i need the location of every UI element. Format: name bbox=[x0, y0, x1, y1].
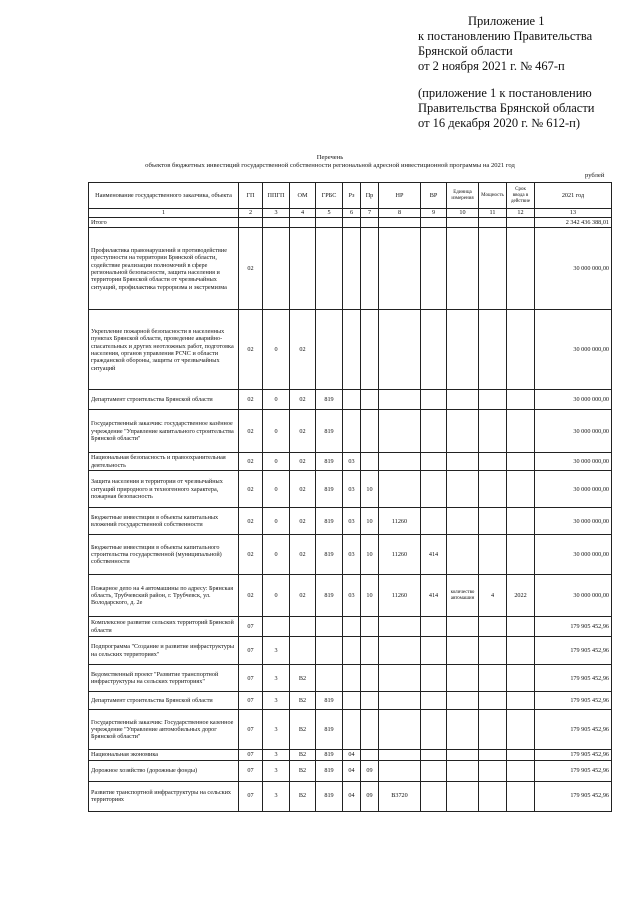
table-cell: 10 bbox=[361, 535, 379, 575]
table-cell bbox=[507, 710, 535, 750]
table-cell bbox=[507, 692, 535, 710]
appendix-title: Приложение 1 bbox=[468, 14, 545, 28]
table-cell: 819 bbox=[316, 710, 343, 750]
table-cell bbox=[479, 310, 507, 390]
col-header: ОМ bbox=[290, 183, 316, 209]
table-cell bbox=[421, 692, 447, 710]
amount-cell: 30 000 000,00 bbox=[535, 535, 612, 575]
table-cell bbox=[379, 637, 421, 665]
column-number: 1 bbox=[89, 209, 239, 218]
table-cell bbox=[507, 471, 535, 508]
object-name-cell: Укрепление пожарной безопасности в населенных пунктах Брянской области, проведение аварийно-спасательных и других неотложных работ, подготовка населения, органов управления РСЧС и области гражданской обороны, защиты от чрезвычайных ситуаций bbox=[89, 310, 239, 390]
table-cell bbox=[316, 218, 343, 228]
col-header: Единица измерения bbox=[447, 183, 479, 209]
table-cell bbox=[379, 228, 421, 310]
column-number: 6 bbox=[343, 209, 361, 218]
table-cell: 07 bbox=[239, 637, 263, 665]
table-cell: 0 bbox=[263, 535, 290, 575]
table-row bbox=[89, 310, 612, 390]
table-cell bbox=[361, 410, 379, 453]
table-cell: 03 bbox=[343, 575, 361, 617]
table-cell bbox=[421, 218, 447, 228]
appendix-header bbox=[418, 14, 628, 131]
table-cell bbox=[379, 617, 421, 637]
col-header: Мощность bbox=[479, 183, 507, 209]
object-name-cell: Государственный заказчик: государственное казённое учреждение "Управление капитального строительства Брянской области" bbox=[89, 410, 239, 453]
table-cell bbox=[379, 750, 421, 760]
table-cell bbox=[361, 750, 379, 760]
table-cell bbox=[316, 310, 343, 390]
object-name-cell: Бюджетные инвестиции в объекты капитального строительства государственной (муниципальной) собственности bbox=[89, 535, 239, 575]
title-word: Перечень bbox=[316, 154, 344, 161]
table-cell: 02 bbox=[239, 228, 263, 310]
column-number: 3 bbox=[263, 209, 290, 218]
col-header: ВР bbox=[421, 183, 447, 209]
table-cell bbox=[421, 617, 447, 637]
column-number: 4 bbox=[290, 209, 316, 218]
table-cell bbox=[343, 617, 361, 637]
table-cell: В2 bbox=[290, 692, 316, 710]
table-cell bbox=[479, 637, 507, 665]
col-header: ППГП bbox=[263, 183, 290, 209]
table-cell: 819 bbox=[316, 471, 343, 508]
amount-cell: 179 905 452,96 bbox=[535, 617, 612, 637]
table-cell: 07 bbox=[239, 665, 263, 692]
table-cell: 0 bbox=[263, 508, 290, 535]
unit-cell bbox=[447, 218, 479, 228]
table-cell bbox=[507, 218, 535, 228]
table-cell: 02 bbox=[239, 508, 263, 535]
table-cell bbox=[507, 390, 535, 410]
table-cell: 09 bbox=[361, 760, 379, 781]
table-cell bbox=[479, 508, 507, 535]
table-cell bbox=[507, 750, 535, 760]
unit-cell bbox=[447, 781, 479, 811]
appendix-ref-line: Правительства Брянской области bbox=[418, 101, 595, 115]
investment-table bbox=[88, 182, 612, 812]
table-cell bbox=[479, 471, 507, 508]
unit-cell bbox=[447, 692, 479, 710]
table-cell bbox=[479, 410, 507, 453]
table-cell bbox=[421, 310, 447, 390]
table-cell bbox=[507, 617, 535, 637]
table-cell: В2 bbox=[290, 760, 316, 781]
column-number: 2 bbox=[239, 209, 263, 218]
table-row bbox=[89, 575, 612, 617]
table-cell bbox=[343, 665, 361, 692]
table-cell bbox=[379, 453, 421, 471]
table-cell bbox=[379, 471, 421, 508]
table-row bbox=[89, 228, 612, 310]
table-cell: В2 bbox=[290, 710, 316, 750]
table-row bbox=[89, 410, 612, 453]
appendix-line: к постановлению Правительства bbox=[418, 29, 593, 43]
unit-cell bbox=[447, 637, 479, 665]
amount-cell: 30 000 000,00 bbox=[535, 390, 612, 410]
object-name-cell: Развитие транспортной инфраструктуры на сельских территориях bbox=[89, 781, 239, 811]
table-cell bbox=[479, 390, 507, 410]
table-cell bbox=[343, 710, 361, 750]
col-header: НР bbox=[379, 183, 421, 209]
table-cell bbox=[421, 453, 447, 471]
table-cell bbox=[421, 637, 447, 665]
amount-cell: 30 000 000,00 bbox=[535, 410, 612, 453]
table-cell: 02 bbox=[290, 390, 316, 410]
table-cell bbox=[343, 218, 361, 228]
table-cell: 819 bbox=[316, 750, 343, 760]
amount-cell: 30 000 000,00 bbox=[535, 471, 612, 508]
table-cell bbox=[421, 760, 447, 781]
total-row bbox=[89, 218, 612, 228]
table-cell: 02 bbox=[290, 453, 316, 471]
table-cell: 0 bbox=[263, 471, 290, 508]
table-cell bbox=[479, 692, 507, 710]
table-row bbox=[89, 617, 612, 637]
table-cell bbox=[507, 410, 535, 453]
unit-cell bbox=[447, 535, 479, 575]
col-header: ГРБС bbox=[316, 183, 343, 209]
table-cell bbox=[379, 410, 421, 453]
table-cell: 3 bbox=[263, 692, 290, 710]
table-cell bbox=[361, 665, 379, 692]
table-cell: 02 bbox=[290, 410, 316, 453]
table-cell: 04 bbox=[343, 781, 361, 811]
table-cell bbox=[361, 617, 379, 637]
table-cell bbox=[379, 218, 421, 228]
table-cell: 07 bbox=[239, 710, 263, 750]
table-cell: В2 bbox=[290, 750, 316, 760]
amount-cell: 30 000 000,00 bbox=[535, 575, 612, 617]
unit-cell bbox=[447, 390, 479, 410]
table-cell bbox=[316, 665, 343, 692]
table-cell: 02 bbox=[239, 453, 263, 471]
column-number: 9 bbox=[421, 209, 447, 218]
unit-cell bbox=[447, 410, 479, 453]
table-cell bbox=[379, 710, 421, 750]
table-cell bbox=[421, 471, 447, 508]
table-cell: 11260 bbox=[379, 575, 421, 617]
column-number: 8 bbox=[379, 209, 421, 218]
amount-cell: 2 342 436 388,01 bbox=[535, 218, 612, 228]
table-cell: 0 bbox=[263, 390, 290, 410]
amount-cell: 179 905 452,96 bbox=[535, 781, 612, 811]
table-cell bbox=[479, 781, 507, 811]
table-cell bbox=[421, 228, 447, 310]
table-cell: 03 bbox=[343, 453, 361, 471]
table-row bbox=[89, 781, 612, 811]
table-cell: 10 bbox=[361, 508, 379, 535]
table-cell bbox=[263, 228, 290, 310]
table-cell: 03 bbox=[343, 508, 361, 535]
table-cell bbox=[379, 692, 421, 710]
object-name-cell: Пожарное депо на 4 автомашины по адресу: Брянская область, Трубчевский район, г. Трубчевск, ул. Володарского, д. 2е bbox=[89, 575, 239, 617]
table-row bbox=[89, 760, 612, 781]
table-cell bbox=[343, 410, 361, 453]
table-cell: 03 bbox=[343, 535, 361, 575]
table-cell bbox=[361, 218, 379, 228]
col-header: Срок ввода в действие bbox=[507, 183, 535, 209]
col-header: Наименование государственного заказчика, объекта bbox=[89, 183, 239, 209]
table-cell bbox=[507, 310, 535, 390]
table-cell bbox=[263, 617, 290, 637]
table-cell bbox=[343, 637, 361, 665]
table-cell bbox=[479, 760, 507, 781]
table-cell: 2022 bbox=[507, 575, 535, 617]
table-row bbox=[89, 535, 612, 575]
table-row bbox=[89, 453, 612, 471]
table-cell: 0 bbox=[263, 310, 290, 390]
table-cell bbox=[316, 637, 343, 665]
table-cell bbox=[479, 218, 507, 228]
table-cell: 07 bbox=[239, 617, 263, 637]
table-cell: В2 bbox=[290, 781, 316, 811]
unit-cell bbox=[447, 617, 479, 637]
table-cell bbox=[379, 665, 421, 692]
table-row bbox=[89, 390, 612, 410]
table-cell: 819 bbox=[316, 535, 343, 575]
table-row bbox=[89, 637, 612, 665]
col-header: 2021 год bbox=[535, 183, 612, 209]
amount-cell: 30 000 000,00 bbox=[535, 310, 612, 390]
table-cell bbox=[263, 218, 290, 228]
table-cell bbox=[421, 390, 447, 410]
col-header: Рз bbox=[343, 183, 361, 209]
table-cell bbox=[290, 228, 316, 310]
table-cell bbox=[361, 453, 379, 471]
table-cell: 3 bbox=[263, 637, 290, 665]
table-cell bbox=[507, 508, 535, 535]
object-name-cell: Комплексное развитие сельских территорий Брянской области bbox=[89, 617, 239, 637]
object-name-cell: Итого bbox=[89, 218, 239, 228]
table-cell: 4 bbox=[479, 575, 507, 617]
table-cell: 819 bbox=[316, 410, 343, 453]
amount-cell: 30 000 000,00 bbox=[535, 508, 612, 535]
table-cell: 3 bbox=[263, 760, 290, 781]
table-cell: 07 bbox=[239, 692, 263, 710]
table-cell bbox=[479, 535, 507, 575]
table-cell bbox=[343, 310, 361, 390]
table-cell bbox=[361, 390, 379, 410]
table-cell: 02 bbox=[290, 535, 316, 575]
object-name-cell: Защита населения и территории от чрезвычайных ситуаций природного и техногенного характера, пожарная безопасность bbox=[89, 471, 239, 508]
table-cell: 11260 bbox=[379, 508, 421, 535]
title-subject: объектов бюджетных инвестиций государственной собственности региональной адресной инвестиционной программы на 2021 год bbox=[145, 162, 515, 169]
column-number: 5 bbox=[316, 209, 343, 218]
unit-cell bbox=[447, 760, 479, 781]
table-cell: 819 bbox=[316, 781, 343, 811]
table-row bbox=[89, 665, 612, 692]
object-name-cell: Национальная безопасность и правоохранительная деятельность bbox=[89, 453, 239, 471]
amount-cell: 30 000 000,00 bbox=[535, 228, 612, 310]
column-number: 11 bbox=[479, 209, 507, 218]
table-cell: 0 bbox=[263, 575, 290, 617]
table-cell bbox=[379, 310, 421, 390]
table-cell bbox=[316, 228, 343, 310]
table-cell bbox=[507, 637, 535, 665]
table-cell bbox=[361, 228, 379, 310]
table-cell bbox=[421, 665, 447, 692]
appendix-ref-date: от 16 декабря 2020 г. № 612-п) bbox=[418, 116, 581, 130]
table-cell bbox=[421, 781, 447, 811]
table-cell: 02 bbox=[239, 310, 263, 390]
table-cell: 414 bbox=[421, 535, 447, 575]
currency-unit: рублей bbox=[585, 172, 605, 179]
amount-cell: 30 000 000,00 bbox=[535, 453, 612, 471]
table-cell bbox=[479, 665, 507, 692]
table-cell bbox=[507, 665, 535, 692]
appendix-date: от 2 ноября 2021 г. № 467-п bbox=[418, 59, 565, 73]
table-row bbox=[89, 710, 612, 750]
column-number: 12 bbox=[507, 209, 535, 218]
object-name-cell: Департамент строительства Брянской области bbox=[89, 692, 239, 710]
table-cell: 02 bbox=[290, 508, 316, 535]
table-cell bbox=[507, 760, 535, 781]
unit-cell bbox=[447, 471, 479, 508]
table-cell: 414 bbox=[421, 575, 447, 617]
table-cell: 07 bbox=[239, 760, 263, 781]
table-cell: 819 bbox=[316, 692, 343, 710]
table-cell: 02 bbox=[290, 310, 316, 390]
table-cell: 07 bbox=[239, 750, 263, 760]
col-header: Пр bbox=[361, 183, 379, 209]
document-title bbox=[80, 154, 580, 170]
table-cell: 02 bbox=[239, 390, 263, 410]
table-cell: 10 bbox=[361, 575, 379, 617]
table-cell: 819 bbox=[316, 453, 343, 471]
unit-cell bbox=[447, 453, 479, 471]
table-cell bbox=[343, 692, 361, 710]
unit-cell bbox=[447, 508, 479, 535]
table-cell: В2 bbox=[290, 665, 316, 692]
table-cell: 07 bbox=[239, 781, 263, 811]
table-cell bbox=[507, 535, 535, 575]
object-name-cell: Национальная экономика bbox=[89, 750, 239, 760]
table-cell: 11260 bbox=[379, 535, 421, 575]
unit-cell bbox=[447, 710, 479, 750]
unit-cell bbox=[447, 750, 479, 760]
amount-cell: 179 905 452,96 bbox=[535, 665, 612, 692]
table-cell bbox=[379, 760, 421, 781]
table-cell: 819 bbox=[316, 760, 343, 781]
object-name-cell: Ведомственный проект "Развитие транспортной инфраструктуры на сельских территориях" bbox=[89, 665, 239, 692]
object-name-cell: Департамент строительства Брянской области bbox=[89, 390, 239, 410]
table-cell: 09 bbox=[361, 781, 379, 811]
amount-cell: 179 905 452,96 bbox=[535, 760, 612, 781]
unit-cell bbox=[447, 665, 479, 692]
table-cell bbox=[290, 218, 316, 228]
table-cell bbox=[421, 710, 447, 750]
table-cell bbox=[507, 453, 535, 471]
amount-cell: 179 905 452,96 bbox=[535, 637, 612, 665]
table-cell: 02 bbox=[290, 471, 316, 508]
appendix-ref-line: (приложение 1 к постановлению bbox=[418, 86, 592, 100]
table-cell: В3720 bbox=[379, 781, 421, 811]
table-cell bbox=[479, 228, 507, 310]
table-cell bbox=[479, 750, 507, 760]
table-cell: 02 bbox=[239, 410, 263, 453]
table-cell bbox=[421, 410, 447, 453]
table-cell bbox=[361, 692, 379, 710]
table-cell bbox=[479, 710, 507, 750]
table-row bbox=[89, 471, 612, 508]
table-cell bbox=[316, 617, 343, 637]
table-cell bbox=[343, 390, 361, 410]
object-name-cell: Бюджетные инвестиции в объекты капитальных вложений государственной собственности bbox=[89, 508, 239, 535]
table-cell: 04 bbox=[343, 760, 361, 781]
table-cell: 02 bbox=[239, 471, 263, 508]
amount-cell: 179 905 452,96 bbox=[535, 750, 612, 760]
table-cell: 0 bbox=[263, 410, 290, 453]
table-cell bbox=[361, 710, 379, 750]
table-cell bbox=[290, 637, 316, 665]
object-name-cell: Профилактика правонарушений и противодействие преступности на территории Брянской области, содействие реализации полномочий в сфере региональной безопасности, защита населения и территории Брянской области от чрезвычайных ситуаций, профилактика терроризма и экстремизма bbox=[89, 228, 239, 310]
amount-cell: 179 905 452,96 bbox=[535, 692, 612, 710]
table-cell: 0 bbox=[263, 453, 290, 471]
table-cell: 02 bbox=[290, 575, 316, 617]
unit-cell: количество автомашин bbox=[447, 575, 479, 617]
table-cell bbox=[290, 617, 316, 637]
table-cell: 03 bbox=[343, 471, 361, 508]
table-body bbox=[89, 218, 612, 812]
column-number: 7 bbox=[361, 209, 379, 218]
table-cell bbox=[507, 781, 535, 811]
table-cell: 02 bbox=[239, 575, 263, 617]
table-cell bbox=[421, 750, 447, 760]
object-name-cell: Дорожное хозяйство (дорожные фонды) bbox=[89, 760, 239, 781]
table-cell bbox=[421, 508, 447, 535]
table-cell bbox=[361, 310, 379, 390]
table-cell: 819 bbox=[316, 390, 343, 410]
unit-cell bbox=[447, 310, 479, 390]
table-cell: 819 bbox=[316, 508, 343, 535]
column-number: 10 bbox=[447, 209, 479, 218]
table-cell: 819 bbox=[316, 575, 343, 617]
object-name-cell: Подпрограмма "Создание и развитие инфраструктуры на сельских территориях" bbox=[89, 637, 239, 665]
table-cell: 10 bbox=[361, 471, 379, 508]
object-name-cell: Государственный заказчик: Государственное казенное учреждение "Управление автомобильных дорог Брянской области" bbox=[89, 710, 239, 750]
table-cell bbox=[479, 453, 507, 471]
table-cell: 3 bbox=[263, 710, 290, 750]
table-row bbox=[89, 750, 612, 760]
column-number: 13 bbox=[535, 209, 612, 218]
table-row bbox=[89, 508, 612, 535]
table-cell bbox=[343, 228, 361, 310]
unit-cell bbox=[447, 228, 479, 310]
table-cell: 04 bbox=[343, 750, 361, 760]
table-cell bbox=[479, 617, 507, 637]
table-cell bbox=[361, 637, 379, 665]
table-cell bbox=[379, 390, 421, 410]
table-cell: 3 bbox=[263, 665, 290, 692]
table-cell bbox=[507, 228, 535, 310]
table-cell: 3 bbox=[263, 750, 290, 760]
appendix-line: Брянской области bbox=[418, 44, 513, 58]
table-cell bbox=[239, 218, 263, 228]
column-number-row bbox=[89, 209, 612, 218]
table-cell: 3 bbox=[263, 781, 290, 811]
amount-cell: 179 905 452,96 bbox=[535, 710, 612, 750]
col-header: ГП bbox=[239, 183, 263, 209]
table-row bbox=[89, 692, 612, 710]
table-cell: 02 bbox=[239, 535, 263, 575]
